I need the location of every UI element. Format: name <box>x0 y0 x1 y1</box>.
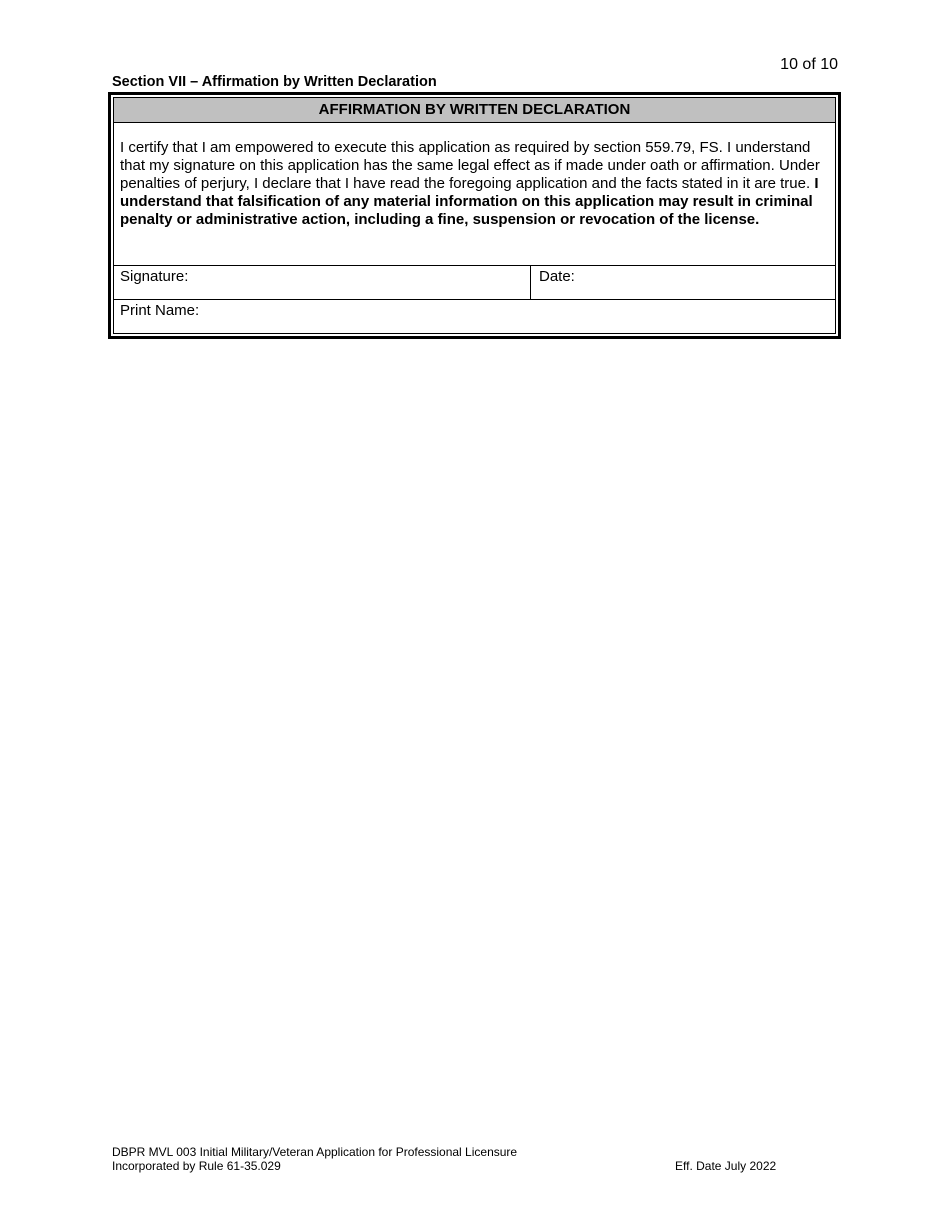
affirmation-statement <box>114 123 835 266</box>
print-name-row <box>114 300 835 334</box>
footer-effective-date: Eff. Date July 2022 <box>675 1159 777 1173</box>
print-name-label: Print Name: <box>120 302 200 319</box>
print-name-field[interactable] <box>114 300 835 334</box>
signature-field[interactable] <box>114 266 531 299</box>
section-heading: Section VII – Affirmation by Written Declaration <box>112 74 437 90</box>
date-field[interactable] <box>531 266 835 299</box>
footer-form-title: DBPR MVL 003 Initial Military/Veteran Application for Professional Licensure <box>112 1145 518 1159</box>
statement-regular-text: I certify that I am empowered to execute this application as required by section 559.79, FS. I understand that my signature on this application has the same legal effect as if made under oath or affirmation. Under penalties of perjury, I declare that I have read the foregoing application and the facts stated in it are true. <box>120 139 820 192</box>
footer-rule: Incorporated by Rule 61-35.029 <box>112 1159 281 1173</box>
affirmation-header: AFFIRMATION BY WRITTEN DECLARATION <box>114 98 835 123</box>
affirmation-box <box>108 92 841 339</box>
signature-label: Signature: <box>120 268 189 285</box>
signature-date-row <box>114 266 835 300</box>
affirmation-box-inner <box>113 97 836 334</box>
footer-left <box>112 1145 517 1173</box>
statement-bold-text: I understand that falsification of any material information on this application may result in criminal penalty or administrative action, including a fine, suspension or revocation of the license. <box>120 175 819 228</box>
page-number: 10 of 10 <box>780 56 838 73</box>
date-label: Date: <box>539 268 575 285</box>
